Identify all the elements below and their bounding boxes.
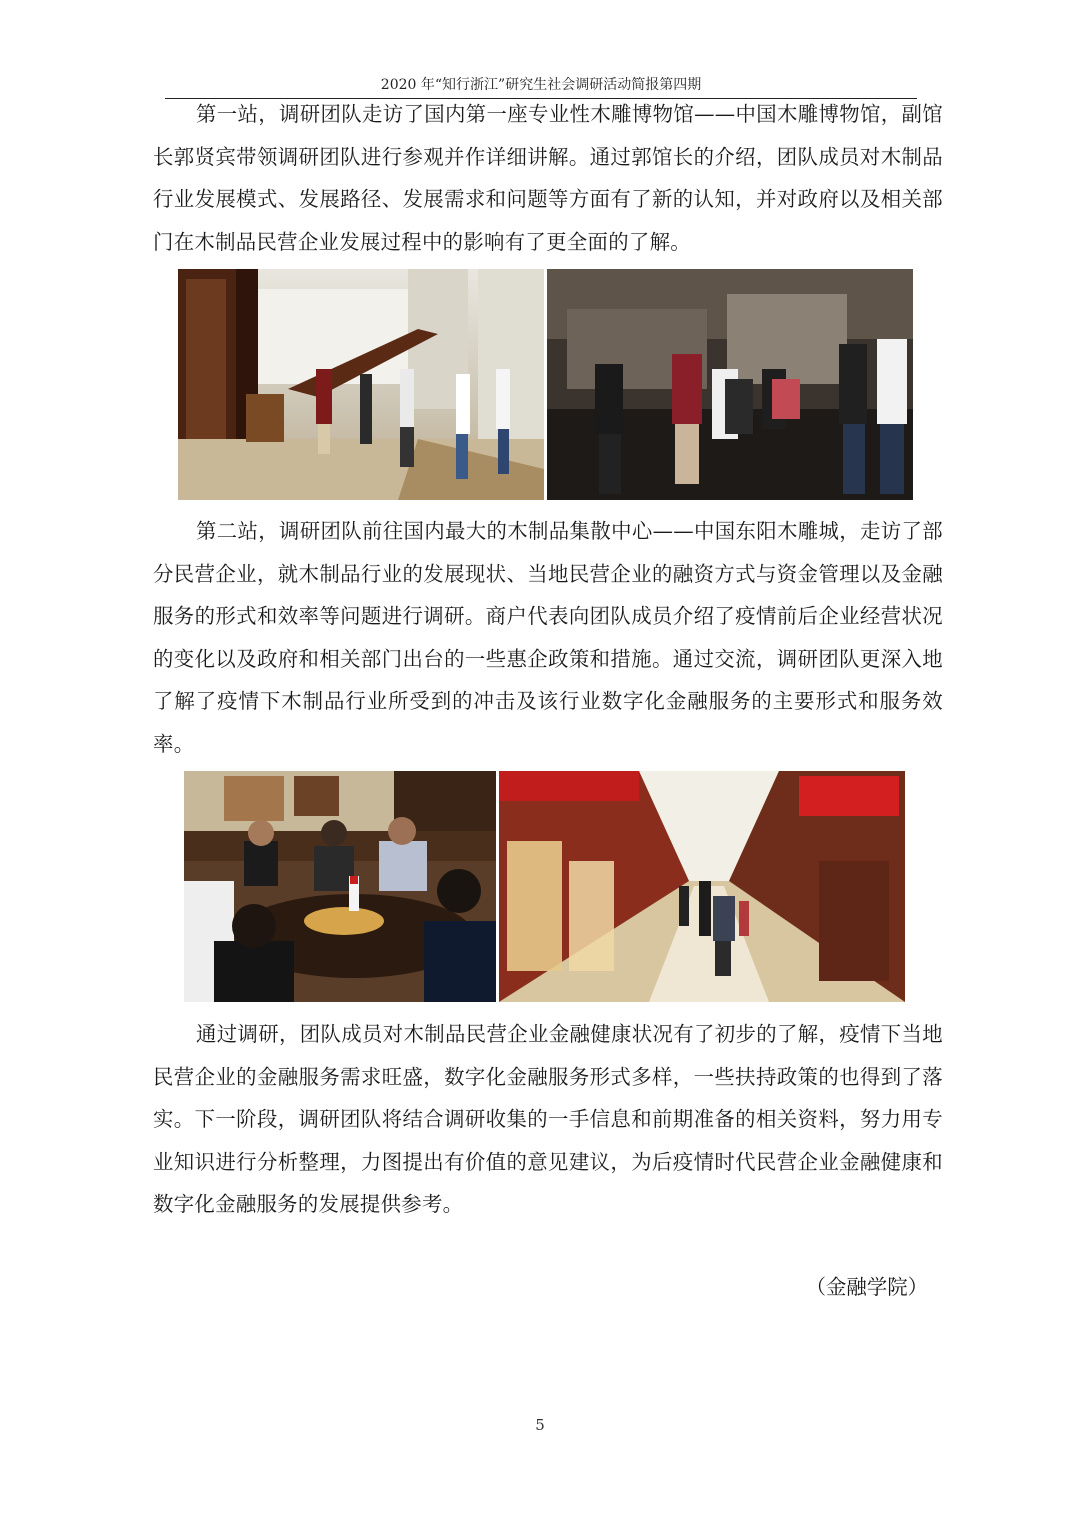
page-number: 5 (535, 1416, 545, 1434)
paragraph-first-stop: 第一站，调研团队走访了国内第一座专业性木雕博物馆——中国木雕博物馆，副馆长郭贤宾带领调研团队进行参观并作详细讲解。通过郭馆长的介绍，团队成员对木制品行业发展模式、发展路径、发展需求和问题等方面有了新的认知，并对政府以及相关部门在木制品民营企业发展过程中的影响有了更全面的了解。 (153, 102, 943, 254)
photo-row-museum (178, 269, 913, 500)
paragraph-second-stop: 第二站，调研团队前往国内最大的木制品集散中心——中国东阳木雕城，走访了部分民营企业，就木制品行业的发展现状、当地民营企业的融资方式与资金管理以及金融服务的形式和效率等问题进行调研。商户代表向团队成员介绍了疫情前后企业经营状况的变化以及政府和相关部门出台的一些惠企政策和措施。通过交流，调研团队更深入地了解了疫情下木制品行业所受到的冲击及该行业数字化金融服务的主要形式和服务效率。 (153, 519, 943, 756)
photo-museum-exhibit (547, 269, 913, 500)
author-signature: （金融学院） (805, 1275, 928, 1299)
photo-meeting-room (184, 771, 496, 1002)
photo-shopping-arcade (499, 771, 905, 1002)
photo-museum-lobby (178, 269, 544, 500)
photo-row-woodcarving-city (184, 771, 905, 1002)
page-header: 2020 年“知行浙江”研究生社会调研活动简报第四期 (380, 77, 702, 93)
paragraph-conclusion: 通过调研，团队成员对木制品民营企业金融健康状况有了初步的了解，疫情下当地民营企业的金融服务需求旺盛，数字化金融服务形式多样，一些扶持政策的也得到了落实。下一阶段，调研团队将结合调研收集的一手信息和前期准备的相关资料，努力用专业知识进行分析整理，力图提出有价值的意见建议，为后疫情时代民营企业金融健康和数字化金融服务的发展提供参考。 (153, 1022, 943, 1216)
